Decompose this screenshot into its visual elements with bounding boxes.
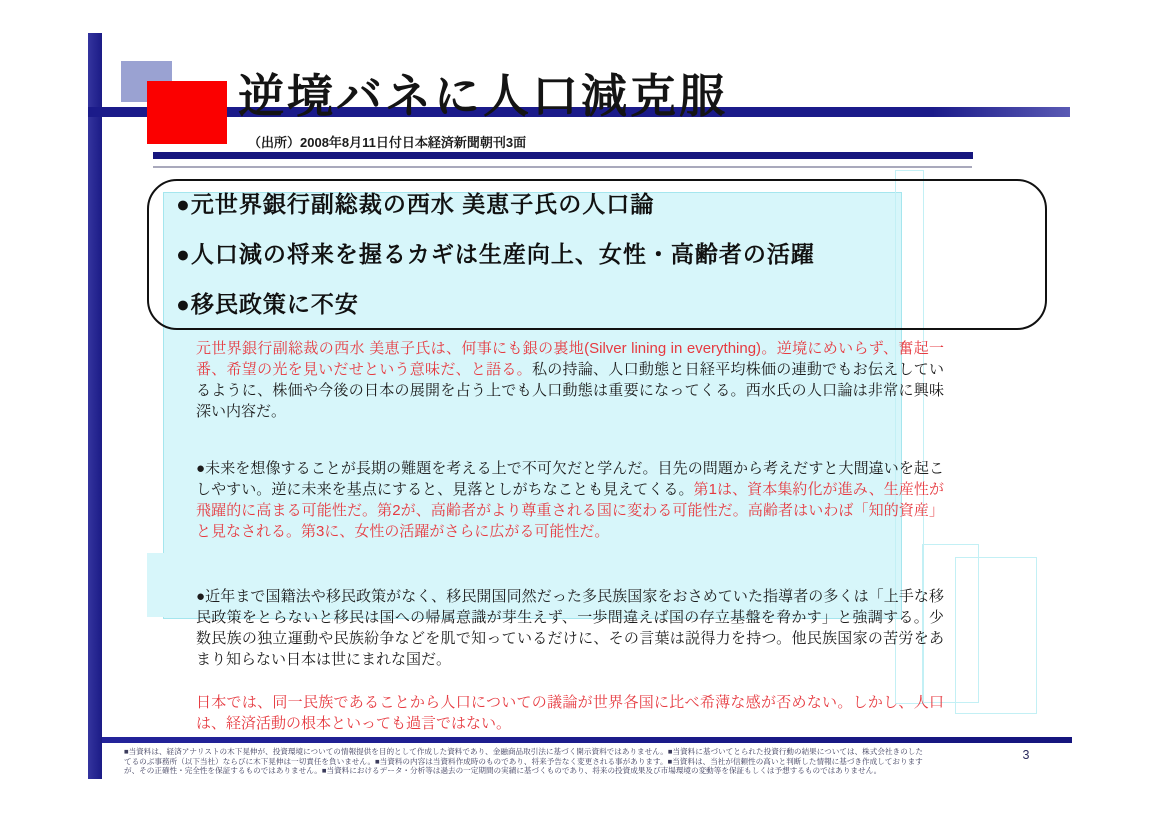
key-point-3: ●移民政策に不安	[176, 291, 359, 317]
cyan-outline-rect	[955, 557, 1037, 714]
cyan-highlight-strip	[147, 553, 164, 617]
paragraph-segment: 私の持論、人口動態と日経平均株価の連動でもお伝えしているように、株価や今後の日本の展開を占う上でも人口動態は重要になってくる。西水氏の人口論は非常に興味深い内容だ。	[196, 361, 944, 420]
paragraph-segment: ●未来を想像することが長期の難題を考える上で不可欠だと学んだ。目先の問題から考えだすと大間違いを起こしやすい。逆に未来を基点にすると、見落としがちなことも見えてくる。	[196, 460, 944, 498]
slide-title: 逆境バネに人口減克服	[238, 70, 728, 122]
header-rule-thin	[153, 166, 972, 168]
key-point-2: ●人口減の将来を握るカギは生産向上、女性・高齢者の活躍	[176, 241, 815, 267]
source-caption: （出所）2008年8月11日付日本経済新聞朝刊3面	[248, 135, 527, 150]
body-paragraph-3	[196, 586, 944, 670]
paragraph-segment: ●近年まで国籍法や移民政策がなく、移民開国同然だった多民族国家をおさめていた指導者の多くは「上手な移民政策をとらないと移民は国への帰属意識が芽生えず、一歩間違えば国の存立基盤を脅かす」と強調する。少数民族の独立運動や民族紛争などを肌で知っているだけに、その言葉は説得力を持つ。他民族国家の苦労をあまり知らない日本は世にまれな国だ。	[196, 588, 944, 668]
body-paragraph-1	[196, 338, 944, 422]
paragraph-segment: 元世界銀行副総裁の西水 美恵子氏は、何事にも銀の裏地(Silver lining in everything)。逆境にめいらず、奮起一番、希望の光を見いだせという意味だ、と語る。	[196, 340, 944, 378]
left-accent-bar	[88, 33, 102, 779]
body-paragraph-4	[196, 692, 944, 734]
paragraph-segment: 第1は、資本集約化が進み、生産性が飛躍的に高まる可能性だ。第2が、高齢者がより尊重される国に変わる可能性だ。高齢者はいわば「知的資産」と見なされる。第3に、女性の活躍がさらに広がる可能性だ。	[196, 481, 944, 540]
header-rule-secondary	[153, 152, 973, 159]
page-number: 3	[1022, 748, 1030, 762]
disclaimer-block	[124, 747, 996, 776]
disclaimer-line-2: てるのぶ事務所（以下当社）ならびに木下晃伸は一切責任を負いません。■当資料の内容は当資料作成時のものであり、将来予告なく変更される事があります。■当資料は、当社が信頼性の高いと判断した情報に基づき作成しております	[124, 756, 923, 766]
footer-rule	[102, 737, 1072, 743]
key-point-1: ●元世界銀行副総裁の西水 美恵子氏の人口論	[176, 191, 655, 217]
disclaimer-line-1: ■当資料は、経済アナリストの木下晃伸が、投資環境についての情報提供を目的として作成した資料であり、金融商品取引法に基づく開示資料ではありません。■当資料に基づいてとられた投資行動の結果については、株式会社きのした	[124, 747, 923, 756]
disclaimer-line-3: が、その正確性・完全性を保証するものではありません。■当資料におけるデータ・分析等は過去の一定期間の実績に基づくものであり、将来の投資成果及び市場環境の変動等を保証もしくは予想するものではありません。	[124, 766, 882, 775]
body-paragraph-2	[196, 458, 944, 542]
paragraph-segment: 日本では、同一民族であることから人口についての議論が世界各国に比べ希薄な感が否めない。しかし、人口は、経済活動の根本といっても過言ではない。	[196, 694, 944, 732]
red-accent-square	[147, 81, 227, 144]
